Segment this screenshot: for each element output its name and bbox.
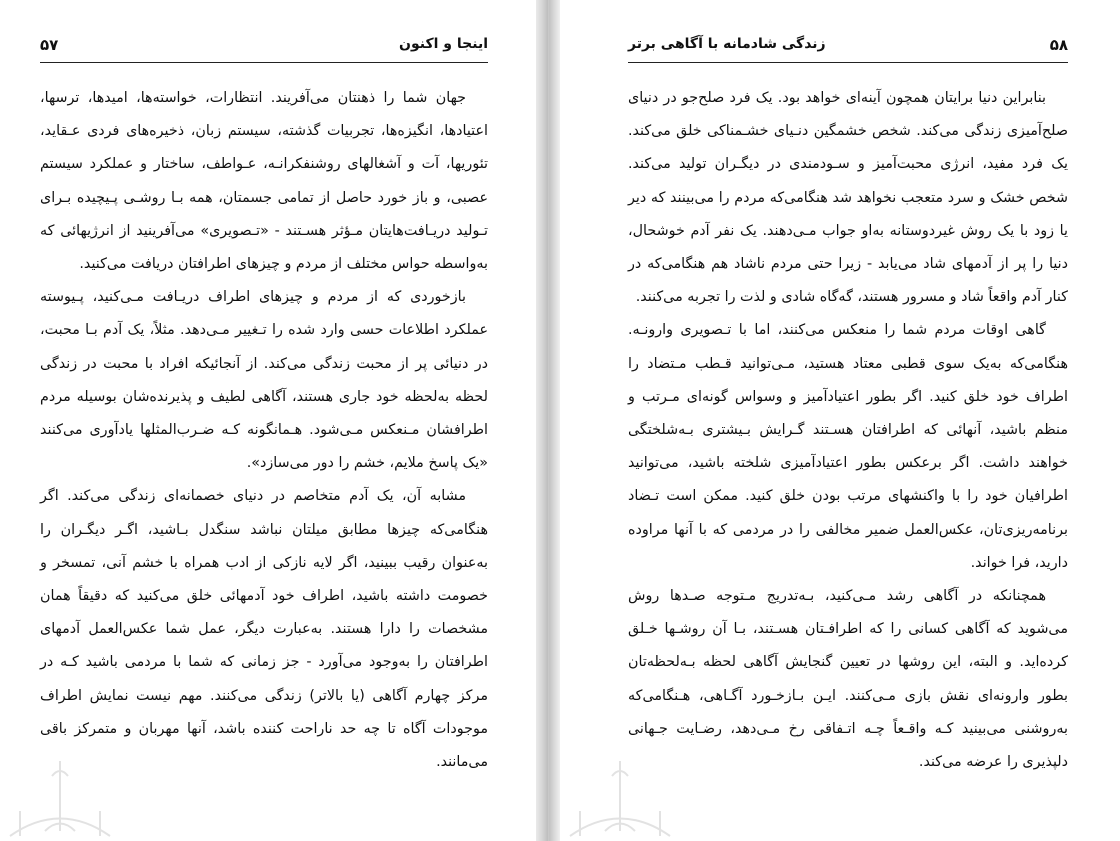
right-paragraph-2: گاهی اوقات مردم شما را منعکس می‌کنند، اما با تـصویری وارونـه. هنگامی‌که به‌یک سوی قطبی معتاد هستید، مـی‌توانید قـطب مـتضاد را اطراف خود خلق کنید. اگر بطور اعتیادآمیز و وسواس گونه‌ای مـرتب و منظم باشید، آنهائی که اطرافتان هسـتند گـرایش بـیشتری بـه‌شلختگی خواهند داشت. اگر برعکس بطور اعتیادآمیزی شلخته باشید، می‌توانید اطرافیان خود را با واکنشهای مرتب بودن خلق کنید. ممکن است تـضاد برنامه‌ریزی‌تان، عکس‌العمل ضمیر مخالفی را در مردمی که با آنها مراوده دارید، فرا خواند.	[628, 322, 1068, 571]
left-page-number: ۵۷	[40, 36, 59, 54]
right-running-head	[628, 36, 1068, 60]
right-running-title: زندگی شادمانه با آگاهی برتر	[628, 36, 826, 52]
left-running-title: اینجا و اکنون	[399, 36, 488, 52]
left-paragraph-2: بازخوردی که از مردم و چیزهای اطراف دریـافت مـی‌کنید، پـیوسته عملکرد اطلاعات حسی وارد شده را تـغییر مـی‌دهد. مثلاً، یک آدم بـا محبت، در دنیائی پر از محبت زندگی می‌کند. از آنجائیکه افراد با محبت در زندگی لحظه به‌لحظه خود جاری هستند، آگاهی لطیف و پذیرنده‌شان بوسیله مردم اطرافشان مـنعکس مـی‌شود. هـمانگونه کـه ضـرب‌المثلها یادآوری می‌کنند «یک پاسخ ملایم، خشم را دور می‌سازد».	[40, 289, 488, 472]
right-page-number: ۵۸	[1049, 36, 1068, 54]
right-header-rule	[628, 62, 1068, 63]
right-body-text	[628, 82, 1068, 779]
left-paragraph-3: مشابه آن، یک آدم متخاصم در دنیای خصمانه‌ای زندگی می‌کند. اگر هنگامی‌که چیزها مطابق میلتان نباشد سنگدل بـاشید، اگـر دیگـران را به‌عنوان رقیب ببینید، اگر لایه نازکی از ادب همراه با خشم آنی، تمسخر و خصومت داشته باشید، اطراف خود آدمهائی خلق می‌کنید که دقیقاً همان مشخصات را دارا هستند. به‌عبارت دیگر، عمل شما عکس‌العمل آدمهای اطرافتان را به‌وجود می‌آورد - جز زمانی که شما با مردمی باشید کـه در مرکز چهارم آگاهی (یا بالاتر) زندگی می‌کنند. مهم نیست نمایش اطراف موجودات آگاه تا چه حد ناراحت کننده باشد، آنها مهربان و متمرکز باقی می‌مانند.	[40, 488, 488, 771]
left-paragraph-1: جهان شما را ذهنتان می‌آفریند. انتظارات، خواسته‌ها، امیدها، ترسها، اعتیادها، انگیزه‌ها، تجربیات گذشته، سیستم زبان، ذخیره‌های فردی عـقاید، تئوریها، آت و آشغالهای روشنفکرانـه، عـواطف، ساختار و عملکرد سیستم عصبی، و باز خورد حاصل از تمامی جسمتان، همه بـا روشـی پـیچیده بـرای تـولید دریـافت‌هایتان مـؤثر هسـتند - «تـصویری» می‌آفرینید از انرژیهائی که به‌واسطه حواس مختلف از مردم و چیزهای اطرافتان دریافت می‌کنید.	[40, 90, 488, 273]
right-paragraph-3: همچنانکه در آگاهی رشد مـی‌کنید، بـه‌تدریج مـتوجه صـدها روش می‌شوید که آگاهی کسانی را که اطرافـتان هسـتند، بـا آن روشـها خـلق کرده‌اید. و البته، این روشها در تعیین گنجایش آگاهی لحظه بـه‌لحظه‌تان بطور وارونه‌ای نقش بازی مـی‌کنند. ایـن بـازخـورد آگـاهی، هـنگامی‌که به‌روشنی می‌بینید کـه واقـعاً چـه اتـفاقی رخ مـی‌دهد، رضـایت جـهانی دلپذیری را عرضه می‌کند.	[628, 588, 1068, 771]
right-paragraph-1: بنابراین دنیا برایتان همچون آینه‌ای خواهد بود. یک فرد صلح‌جو در دنیای صلح‌آمیزی زندگی می‌کند. شخص خشمگین دنـیای خشـمناکی خلق می‌کند. یک فرد مفید، انرژی محبت‌آمیز و سـودمندی در دیگـران تولید می‌کند. شخص خشک و سرد متعجب نخواهد شد هنگامی‌که مردم را می‌بینند که دیر یا زود با یک روش غیردوستانه به‌او جواب مـی‌دهند. یک نفر آدم خوشحال، دنیا را پر از آدمهای شاد می‌یابد - زیرا حتی مردم ناشاد هم هنگامی‌که در کنار آدم واقعاً شاد و مسرور هستند، گه‌گاه شادی و لذت را تجربه می‌کنند.	[628, 90, 1068, 306]
library-watermark-icon	[560, 741, 680, 841]
